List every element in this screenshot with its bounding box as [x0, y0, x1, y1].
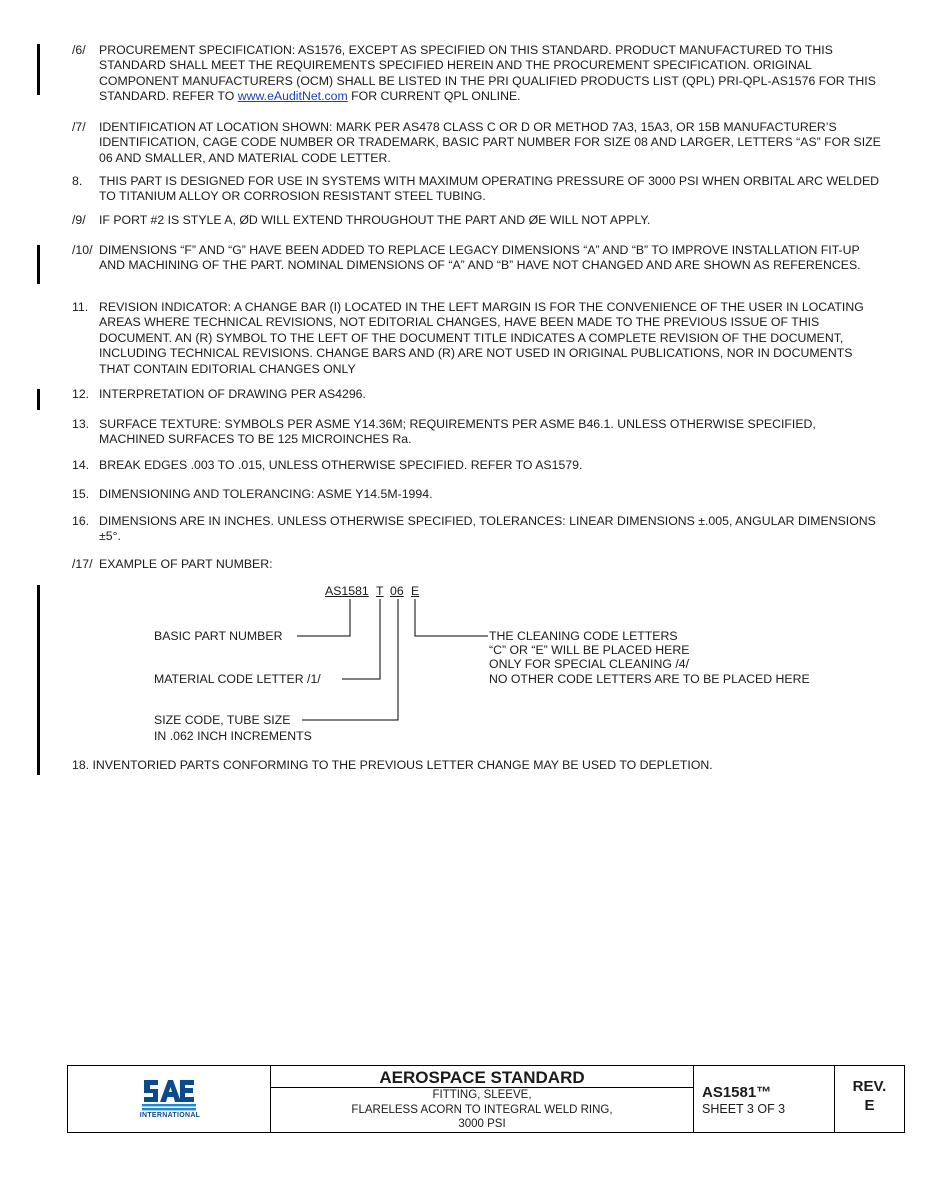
logo-cell [68, 1066, 271, 1132]
revision-label: REV. [852, 1078, 887, 1095]
standard-title: AEROSPACE STANDARD [271, 1068, 693, 1088]
note-number: 14. [72, 458, 90, 472]
leader-basic [297, 599, 350, 636]
pn-size: 06 [390, 584, 404, 598]
note-number: 11. [72, 300, 89, 314]
pn-material: T [376, 584, 384, 598]
label-material-code: MATERIAL CODE LETTER /1/ [154, 672, 321, 686]
note-number: 15. [72, 487, 90, 501]
label-size-code: SIZE CODE, TUBE SIZE [154, 713, 291, 727]
note-text: SURFACE TEXTURE: SYMBOLS PER ASME Y14.36M; REQUIREMENTS PER ASME B46.1. UNLESS OTHERWISE SPECIFIED, MACHINED SURFACES TO BE 125 MICROINCHES Ra. [99, 417, 816, 447]
note-18: 18. INVENTORIED PARTS CONFORMING TO THE PREVIOUS LETTER CHANGE MAY BE USED TO DEPLETION. [72, 758, 713, 772]
standard-description [271, 1088, 693, 1132]
note-number: /10/ [72, 243, 93, 257]
note-text: THIS PART IS DESIGNED FOR USE IN SYSTEMS WITH MAXIMUM OPERATING PRESSURE OF 3000 PSI WHEN ORBITAL ARC WELDED TO TITANIUM ALLOY OR CORROSION RESISTANT STEEL TUBING. [99, 174, 880, 204]
label-cleaning-1: THE CLEANING CODE LETTERS [489, 629, 678, 643]
label-cleaning-3: ONLY FOR SPECIAL CLEANING /4/ [489, 657, 689, 671]
note-text: BREAK EDGES .003 TO .015, UNLESS OTHERWISE SPECIFIED. REFER TO AS1579. [99, 458, 583, 472]
note-text: IDENTIFICATION AT LOCATION SHOWN: MARK PER AS478 CLASS C OR D OR METHOD 7A3, 15A3, OR 15B MANUFACTURER’S IDENTIFICATION, CAGE CODE NUMBER OR TRADEMARK, BASIC PART NUMBER FOR SIZE 08 AND LARGER, LETTERS “AS” FOR SIZE 06 AND SMALLER, AND MATERIAL CODE LETTER. [99, 120, 881, 165]
note-text: EXAMPLE OF PART NUMBER: [99, 557, 273, 571]
note-number: 13. [72, 417, 90, 431]
description-line: 3000 PSI [458, 1118, 506, 1130]
leader-material [342, 599, 380, 679]
doc-number-cell [694, 1066, 835, 1132]
note-text: REVISION INDICATOR: A CHANGE BAR (I) LOCATED IN THE LEFT MARGIN IS FOR THE CONVENIENCE OF THE USER IN LOCATING AREAS WHERE TECHNICAL REVISIONS, NOT EDITORIAL CHANGES, HAVE BEEN MADE TO THE PREVIOUS ISSUE OF THIS DOCUMENT. AN (R) SYMBOL TO THE LEFT OF THE DOCUMENT TITLE INDICATES A COMPLETE REVISION OF THE DOCUMENT, INCLUDING TECHNICAL REVISIONS. CHANGE BARS AND (R) ARE NOT USED IN ORIGINAL PUBLICATIONS, NOR IN DOCUMENTS THAT CONTAIN EDITORIAL CHANGES ONLY [99, 300, 864, 376]
label-cleaning-2: “C” OR “E” WILL BE PLACED HERE [489, 643, 690, 657]
note-number: /9/ [72, 213, 86, 227]
revision-value: E [864, 1097, 875, 1114]
note-text: PROCUREMENT SPECIFICATION: AS1576, EXCEPT AS SPECIFIED ON THIS STANDARD. PRODUCT MANUFACTURED TO THIS STANDARD SHALL MEET THE REQUIREMENTS SPECIFIED HEREIN AND THE PROCUREMENT SPECIFICATION. ORIGINAL COMPONENT MANUFACTURERS (OCM) SHALL BE LISTED IN THE PRI QUALIFIED PRODUCTS LIST (QPL) PRI-QPL-AS1576 FOR THIS STANDARD. REFER TO www.eAuditNet.com FOR CURRENT QPL ONLINE. [99, 43, 876, 104]
note-number: /6/ [72, 43, 86, 57]
note-text: IF PORT #2 IS STYLE A, ØD WILL EXTEND THROUGHOUT THE PART AND ØE WILL NOT APPLY. [99, 213, 651, 227]
note-text: DIMENSIONS ARE IN INCHES. UNLESS OTHERWISE SPECIFIED, TOLERANCES: LINEAR DIMENSIONS ±.005, ANGULAR DIMENSIONS ±5°. [99, 514, 876, 544]
leader-clean [415, 599, 488, 636]
label-basic-part-number: BASIC PART NUMBER [154, 629, 283, 643]
sheet-number: SHEET 3 OF 3 [702, 1102, 786, 1116]
note-text: DIMENSIONING AND TOLERANCING: ASME Y14.5M-1994. [99, 487, 433, 501]
pn-base: AS1581 [325, 584, 369, 598]
note-number: 16. [72, 514, 90, 528]
eauditnet-link[interactable]: www.eAuditNet.com [237, 89, 348, 104]
revision-cell [835, 1066, 904, 1132]
note-text: DIMENSIONS “F” AND “G” HAVE BEEN ADDED TO REPLACE LEGACY DIMENSIONS “A” AND “B” TO IMPROVE INSTALLATION FIT-UP AND MACHINING OF THE PART. NOMINAL DIMENSIONS OF “A” AND “B” HAVE NOT CHANGED AND ARE SHOWN AS REFERENCES. [99, 243, 861, 273]
description-line: FITTING, SLEEVE, [432, 1089, 532, 1101]
label-size-increments: IN .062 INCH INCREMENTS [154, 729, 312, 743]
note-number: 12. [72, 387, 90, 401]
note-number: /7/ [72, 120, 86, 134]
document-number: AS1581™ [702, 1084, 772, 1101]
note-number: 8. [72, 174, 83, 188]
pn-clean: E [411, 584, 420, 598]
label-cleaning-4: NO OTHER CODE LETTERS ARE TO BE PLACED HERE [489, 672, 810, 686]
title-cell [271, 1066, 694, 1132]
note-number: /17/ [72, 557, 93, 571]
logo-subtitle: INTERNATIONAL [139, 1112, 201, 1119]
description-line: FLARELESS ACORN TO INTEGRAL WELD RING, [351, 1103, 613, 1116]
note-text: INTERPRETATION OF DRAWING PER AS4296. [99, 387, 366, 401]
title-block [67, 1065, 905, 1133]
